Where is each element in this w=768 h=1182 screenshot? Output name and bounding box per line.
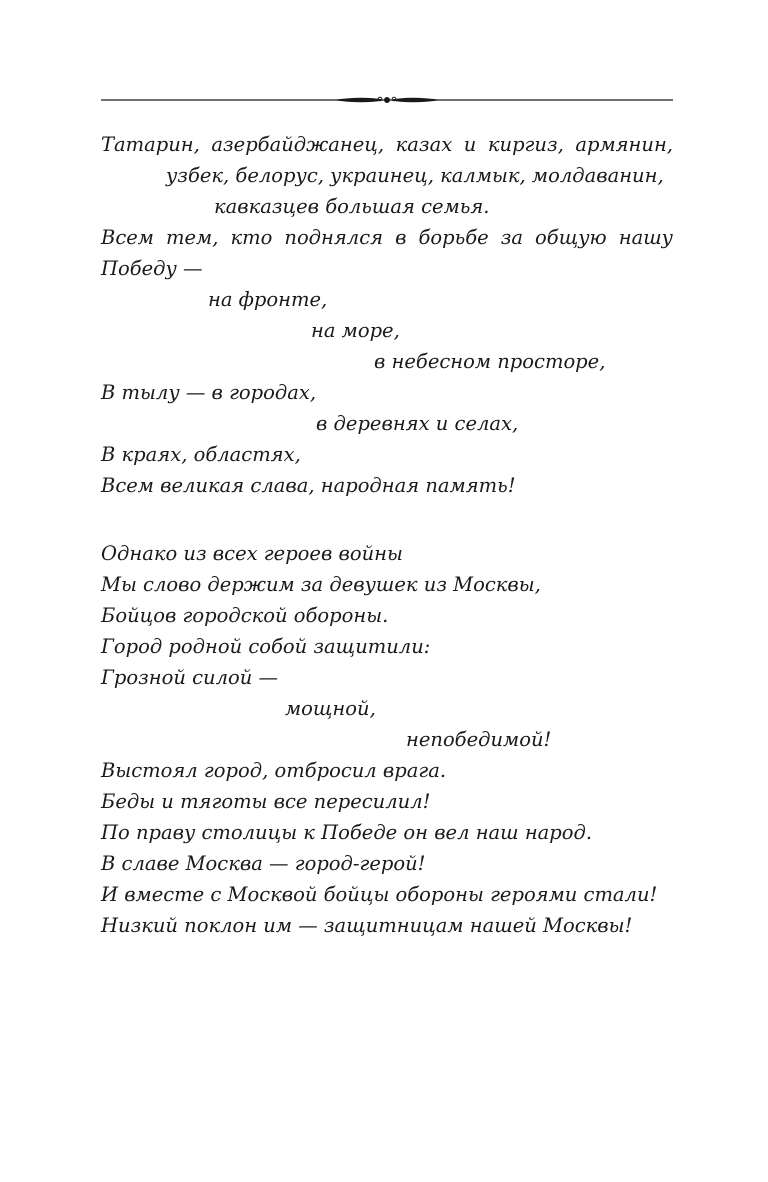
poem-line: Победу —	[101, 257, 203, 280]
ornament-icon	[101, 92, 673, 108]
poem-line: кавказцев большая семья.	[214, 195, 490, 218]
header-ornament-rule	[101, 92, 673, 108]
poem-line: В тылу — в городах,	[101, 381, 317, 404]
poem-line: И вместе с Москвой бойцы обороны героями стали!	[101, 883, 658, 906]
poem-line: в деревнях и селах,	[316, 412, 519, 435]
poem-line: Однако из всех героев войны	[101, 542, 403, 565]
poem-line: Грозной силой —	[101, 666, 279, 689]
poem-line: Низкий поклон им — защитницам нашей Москвы!	[101, 914, 633, 937]
poem-line: Татарин, азербайджанец, казах и киргиз, армянин,	[101, 133, 673, 156]
poem-line: на фронте,	[208, 288, 328, 311]
poem-line: Мы слово держим за девушек из Москвы,	[101, 573, 541, 596]
poem-line: Всем тем, кто поднялся в борьбе за общую нашу	[101, 226, 673, 249]
poem-line: в небесном просторе,	[374, 350, 606, 373]
poem-line: узбек, белорус, украинец, калмык, молдаванин,	[166, 164, 664, 187]
poem-line: Беды и тяготы все пересилил!	[101, 790, 431, 813]
poem-line: на море,	[311, 319, 400, 342]
poem-line: Бойцов городской обороны.	[101, 604, 389, 627]
poem-line: непобедимой!	[406, 728, 552, 751]
poem-line: Всем великая слава, народная память!	[101, 474, 516, 497]
poem-line: Выстоял город, отбросил врага.	[101, 759, 447, 782]
poem-line: Город родной собой защитили:	[101, 635, 431, 658]
poem-line: В славе Москва — город-герой!	[101, 852, 426, 875]
poem-line: мощной,	[285, 697, 376, 720]
poem-line: В краях, областях,	[101, 443, 301, 466]
poem-line: По праву столицы к Победе он вел наш народ.	[101, 821, 593, 844]
